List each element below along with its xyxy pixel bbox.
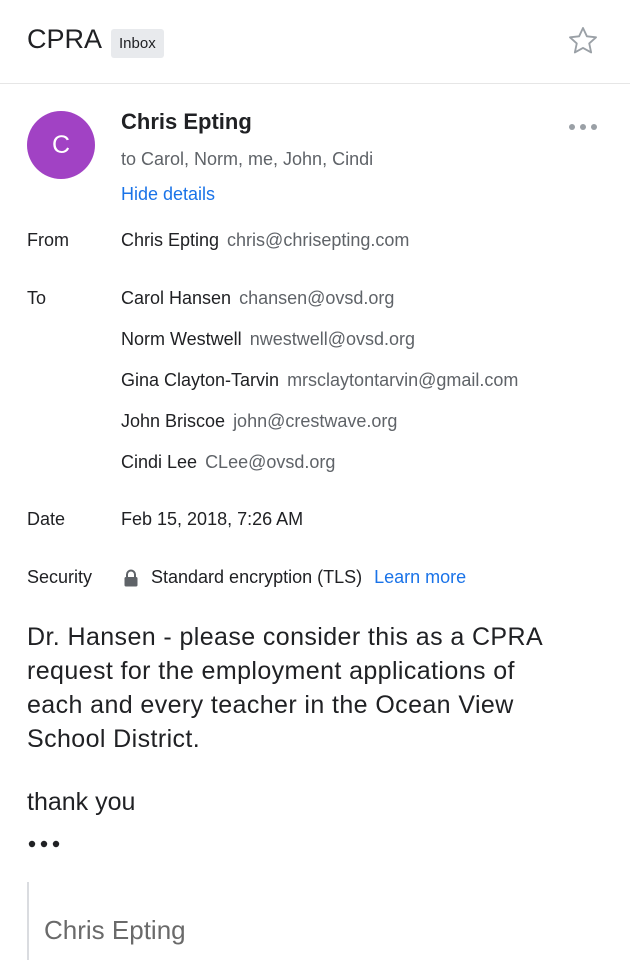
recipient-name: Norm Westwell [121,329,242,349]
from-label: From [27,230,69,250]
recipients-summary[interactable]: to Carol, Norm, me, John, Cindi [121,149,374,169]
date-value: Feb 15, 2018, 7:26 AM [121,509,304,529]
security-row [151,567,466,588]
body-line: each and every teacher in the Ocean View [27,691,514,719]
recipient-name: John Briscoe [121,411,226,431]
body-line: School District. [27,725,201,753]
recipient-email[interactable]: chansen@ovsd.org [239,288,395,308]
sender-name: Chris Epting [121,109,252,134]
to-recipient-row [121,411,397,432]
to-recipient-row [121,288,394,309]
to-recipient-row [121,370,518,391]
to-recipient-row [121,452,335,473]
signature: Chris Epting [44,915,186,945]
body-line: request for the employment applications of [27,657,515,685]
inbox-label-chip[interactable]: Inbox [111,29,164,58]
body-line: Dr. Hansen - please consider this as a CPRA [27,623,544,651]
header-divider [0,83,630,84]
learn-more-link[interactable]: Learn more [374,567,467,587]
to-label: To [27,288,47,308]
to-recipient-row [121,329,415,350]
lock-icon [123,569,139,587]
hide-details-link[interactable]: Hide details [121,184,216,204]
recipient-name: Cindi Lee [121,452,198,472]
security-value: Standard encryption (TLS) [151,567,363,587]
trimmed-content-icon[interactable] [27,838,61,850]
recipient-email[interactable]: john@crestwave.org [233,411,398,431]
more-options-icon[interactable] [568,122,598,132]
from-email[interactable]: chris@chrisepting.com [227,230,410,250]
star-icon[interactable] [566,24,600,58]
email-subject: CPRA [27,24,103,54]
message-body [27,620,617,756]
from-name: Chris Epting [121,230,220,250]
recipient-email[interactable]: mrsclaytontarvin@gmail.com [287,370,519,390]
sender-avatar[interactable]: C [27,111,95,179]
security-label: Security [27,567,93,587]
message-thanks: thank you [27,788,136,816]
recipient-email[interactable]: CLee@ovsd.org [205,452,336,472]
date-label: Date [27,509,66,529]
recipient-email[interactable]: nwestwell@ovsd.org [249,329,416,349]
from-row [121,230,409,251]
recipient-name: Carol Hansen [121,288,232,308]
quote-bar [27,882,29,960]
recipient-name: Gina Clayton-Tarvin [121,370,280,390]
